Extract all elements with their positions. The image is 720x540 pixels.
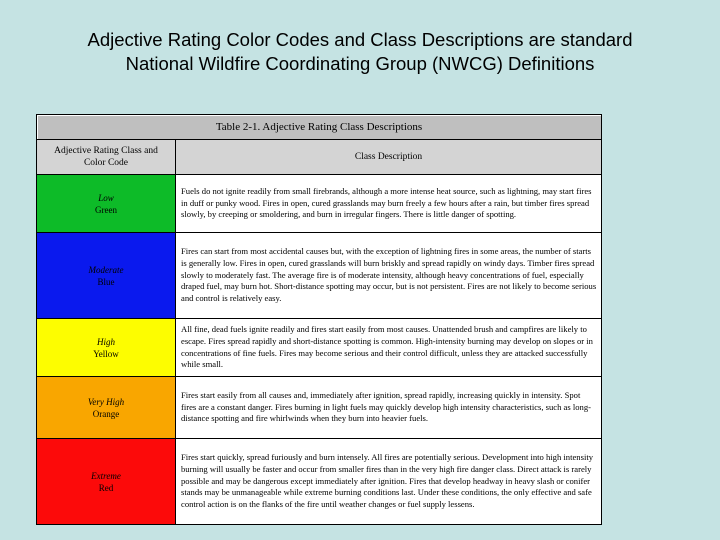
rating-color-name: Green (95, 204, 117, 215)
slide-title-line-2: National Wildfire Coordinating Group (NWCG) Definitions (125, 53, 595, 74)
rating-color-name: Blue (97, 276, 115, 287)
rating-name: Very High (87, 396, 125, 407)
rating-name: Low (98, 192, 114, 203)
rating-name: Extreme (91, 470, 121, 481)
class-description-cell: All fine, dead fuels ignite readily and fires start easily from most causes. Unattended brush and campfires are likely to escape. Fires spread rapidly and short-distance spotting is common. High-intensity burning may develop on slopes or in concentrations of fine fuels. Fires may become serious and their control difficult, unless they are attacked successfully while small. (176, 319, 602, 377)
class-description-cell: Fires start easily from all causes and, immediately after ignition, spread rapidly, increasing quickly in intensity. Spot fires are a constant danger. Fires burning in light fuels may quickly develop high intensity characteristics, such as long-distance spotting and fire whirlwinds when they burn into heavier fuels. (176, 377, 602, 439)
table-body (37, 175, 602, 525)
rating-class-cell (37, 319, 176, 377)
rating-class-cell (37, 175, 176, 233)
adjective-rating-table (36, 114, 602, 525)
header-rating-class (37, 140, 176, 175)
table-row (37, 175, 602, 233)
table-row (37, 377, 602, 439)
header-rating-class-line-1: Adjective Rating Class and (54, 146, 158, 156)
table-row (37, 233, 602, 319)
table-caption: Table 2-1. Adjective Rating Class Descriptions (37, 115, 602, 140)
rating-name: High (97, 336, 115, 347)
slide-title-line-1: Adjective Rating Color Codes and Class Descriptions are standard (87, 29, 633, 50)
class-description-cell: Fuels do not ignite readily from small firebrands, although a more intense heat source, such as lightning, may start fires in duff or punky wood. Fires in open, cured grasslands may burn freely a few hours after a rain, but timber fires spread slowly, by creeping or smoldering, and burn in irregular fingers. There is little danger of spotting. (176, 175, 602, 233)
header-rating-class-line-2: Color Code (83, 158, 129, 168)
table-row (37, 319, 602, 377)
class-description-cell: Fires can start from most accidental causes but, with the exception of lightning fires in some areas, the number of starts is generally low. Fires in open, cured grasslands will burn briskly and spread rapidly on windy days. Timber fires spread slowly to moderately fast. The average fire is of moderate intensity, although heavy concentrations of fuel, especially draped fuel, may burn hot. Short-distance spotting may occur, but is not persistent. Fires are not likely to become serious and control is relatively easy. (176, 233, 602, 319)
class-description-cell: Fires start quickly, spread furiously and burn intensely. All fires are potentially serious. Development into high intensity burning will usually be faster and occur from smaller fires than in the very high fire danger class. Direct attack is rarely possible and may be dangerous except immediately after ignition. Fires that develop headway in heavy slash or conifer stands may be unmanageable while extreme burning conditions last. Under these conditions, the only effective and safe control action is on the flanks of the fire until weather changes or fuel supply lessens. (176, 439, 602, 525)
rating-color-name: Orange (92, 408, 120, 419)
table-row (37, 439, 602, 525)
rating-color-name: Red (98, 482, 114, 493)
rating-name: Moderate (88, 264, 124, 275)
rating-class-cell (37, 233, 176, 319)
rating-class-cell (37, 439, 176, 525)
slide-title (0, 28, 720, 76)
rating-color-name: Yellow (93, 348, 119, 359)
header-class-description: Class Description (176, 140, 602, 175)
rating-class-cell (37, 377, 176, 439)
